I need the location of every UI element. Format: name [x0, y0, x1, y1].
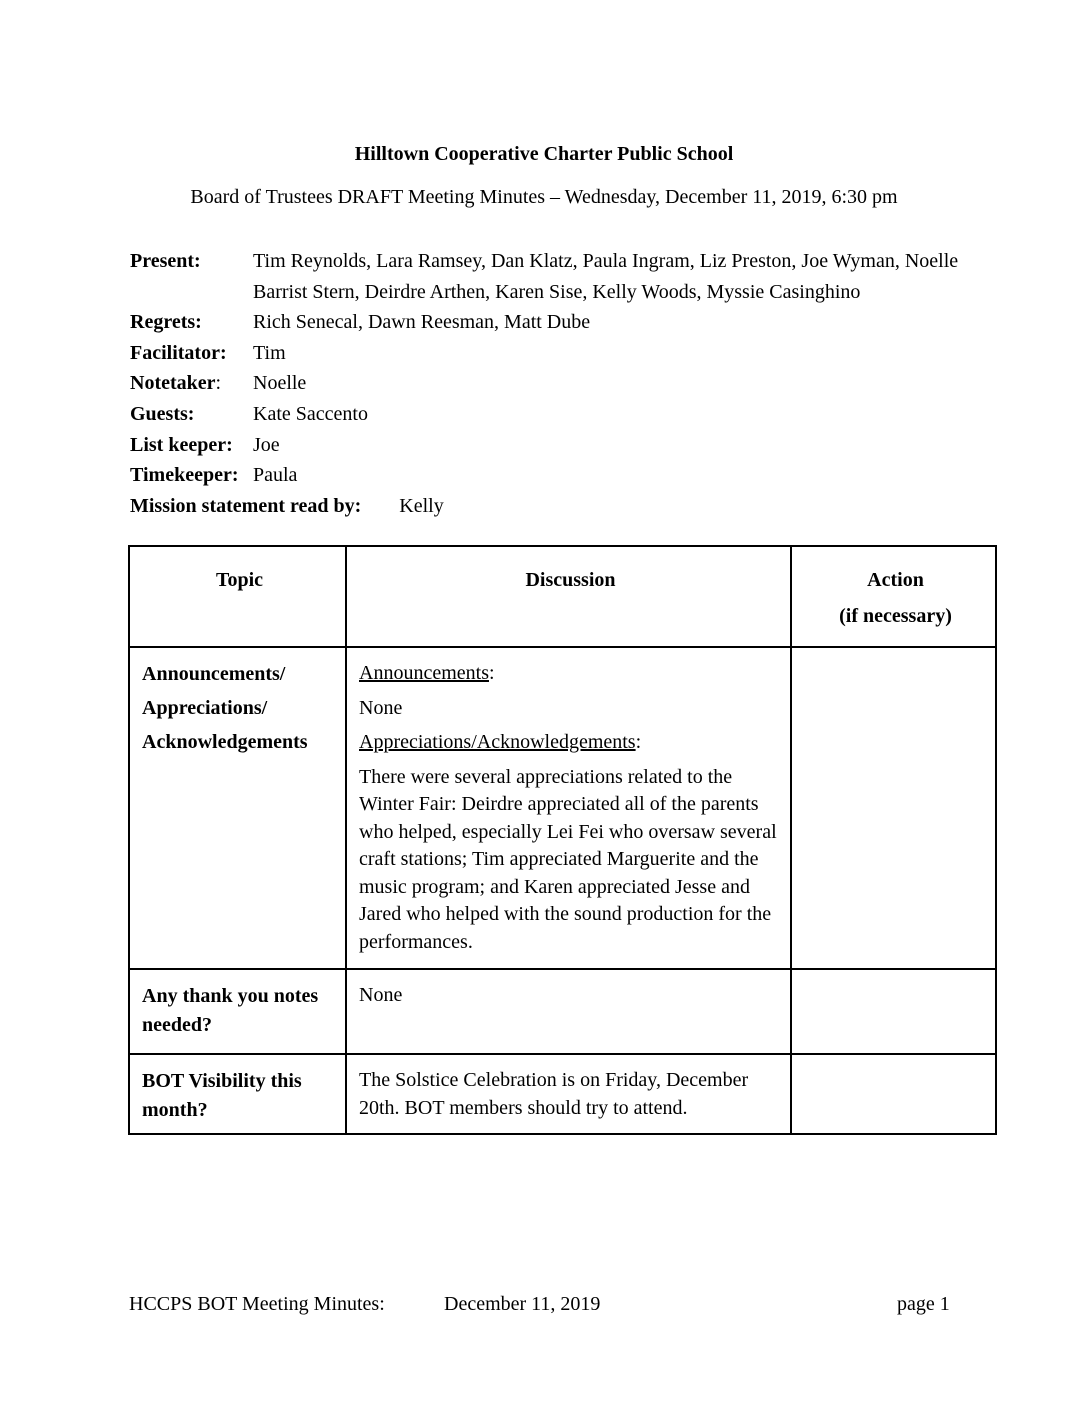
discussion-paragraph: The Solstice Celebration is on Friday, December 20th. BOT members should try to attend.	[359, 1069, 749, 1119]
info-row-regrets	[130, 307, 962, 338]
info-row-mission-statement	[130, 491, 962, 522]
table-row-thank-you-notes	[129, 969, 996, 1054]
info-row-present	[130, 246, 962, 307]
header-cell-action	[791, 546, 996, 647]
discussion-cell-thank-you-notes	[346, 969, 791, 1054]
footer-page-number: page 1	[897, 1293, 950, 1315]
topic-line: Announcements/	[142, 663, 286, 685]
info-value-notetaker: Noelle	[253, 372, 307, 395]
topic-line: BOT Visibility this month?	[142, 1070, 302, 1121]
info-row-guests	[130, 399, 962, 430]
attendance-info-block	[130, 246, 962, 521]
info-label-timekeeper: Timekeeper:	[130, 464, 239, 487]
topic-line: Any thank you notes needed?	[142, 985, 319, 1036]
info-label-notetaker: Notetaker:	[130, 372, 222, 395]
info-value-guests: Kate Saccento	[253, 402, 368, 425]
info-label-facilitator: Facilitator:	[130, 341, 227, 364]
document-subtitle: Board of Trustees DRAFT Meeting Minutes – Wednesday, December 11, 2019, 6:30 pm	[190, 186, 898, 208]
topic-cell-bot-visibility	[129, 1054, 346, 1134]
info-label-regrets: Regrets:	[130, 311, 202, 334]
info-label-mission-statement: Mission statement read by:	[130, 494, 362, 517]
info-label-list-keeper: List keeper:	[130, 433, 233, 456]
header-cell-discussion	[346, 546, 791, 647]
discussion-paragraph: None	[359, 984, 403, 1006]
info-value-regrets: Rich Senecal, Dawn Reesman, Matt Dube	[253, 311, 591, 334]
info-row-facilitator	[130, 338, 962, 369]
header-action-label: Action	[867, 569, 924, 591]
minutes-table	[128, 545, 997, 1135]
action-cell-bot-visibility	[791, 1054, 996, 1134]
info-value-facilitator: Tim	[253, 341, 286, 364]
topic-line: Appreciations/	[142, 697, 268, 719]
topic-line: Acknowledgements	[142, 731, 308, 753]
info-value-list-keeper: Joe	[253, 433, 280, 456]
topic-cell-thank-you-notes	[129, 969, 346, 1054]
info-value-timekeeper: Paula	[253, 464, 298, 487]
discussion-cell-bot-visibility	[346, 1054, 791, 1134]
table-header-row	[129, 546, 996, 647]
info-row-list-keeper	[130, 430, 962, 461]
discussion-paragraph: There were several appreciations related to the Winter Fair: Deirdre appreciated all of the parents who helped, especially Lei Fei who oversaw several craft stations; Tim appreciated Marguerite and the music program; and Karen appreciated Jesse and Jared who helped with the sound production for the performances.	[359, 765, 777, 953]
table-row-bot-visibility	[129, 1054, 996, 1134]
topic-cell-announcements	[129, 647, 346, 969]
info-row-timekeeper	[130, 460, 962, 491]
header-topic-label: Topic	[215, 569, 264, 591]
info-value-mission-statement: Kelly	[399, 494, 444, 517]
info-label-guests: Guests:	[130, 402, 195, 425]
info-row-notetaker	[130, 368, 962, 399]
discussion-heading: Announcements:	[359, 662, 495, 684]
info-label-present: Present:	[130, 250, 201, 272]
discussion-cell-announcements	[346, 647, 791, 969]
discussion-heading: Appreciations/Acknowledgements:	[359, 731, 642, 753]
footer-document-name: HCCPS BOT Meeting Minutes:	[129, 1293, 385, 1315]
header-discussion-label: Discussion	[525, 569, 616, 591]
discussion-paragraph: None	[359, 696, 403, 719]
header-action-sublabel: (if necessary)	[839, 605, 952, 627]
footer-date: December 11, 2019	[444, 1293, 601, 1315]
table-row-announcements	[129, 647, 996, 969]
action-cell-thank-you-notes	[791, 969, 996, 1054]
info-value-present: Tim Reynolds, Lara Ramsey, Dan Klatz, Paula Ingram, Liz Preston, Joe Wyman, Noelle Barrist Stern, Deirdre Arthen, Karen Sise, Kelly Woods, Myssie Casinghino	[253, 250, 959, 303]
document-title: Hilltown Cooperative Charter Public School	[354, 143, 734, 165]
header-cell-topic	[129, 546, 346, 647]
action-cell-announcements	[791, 647, 996, 969]
